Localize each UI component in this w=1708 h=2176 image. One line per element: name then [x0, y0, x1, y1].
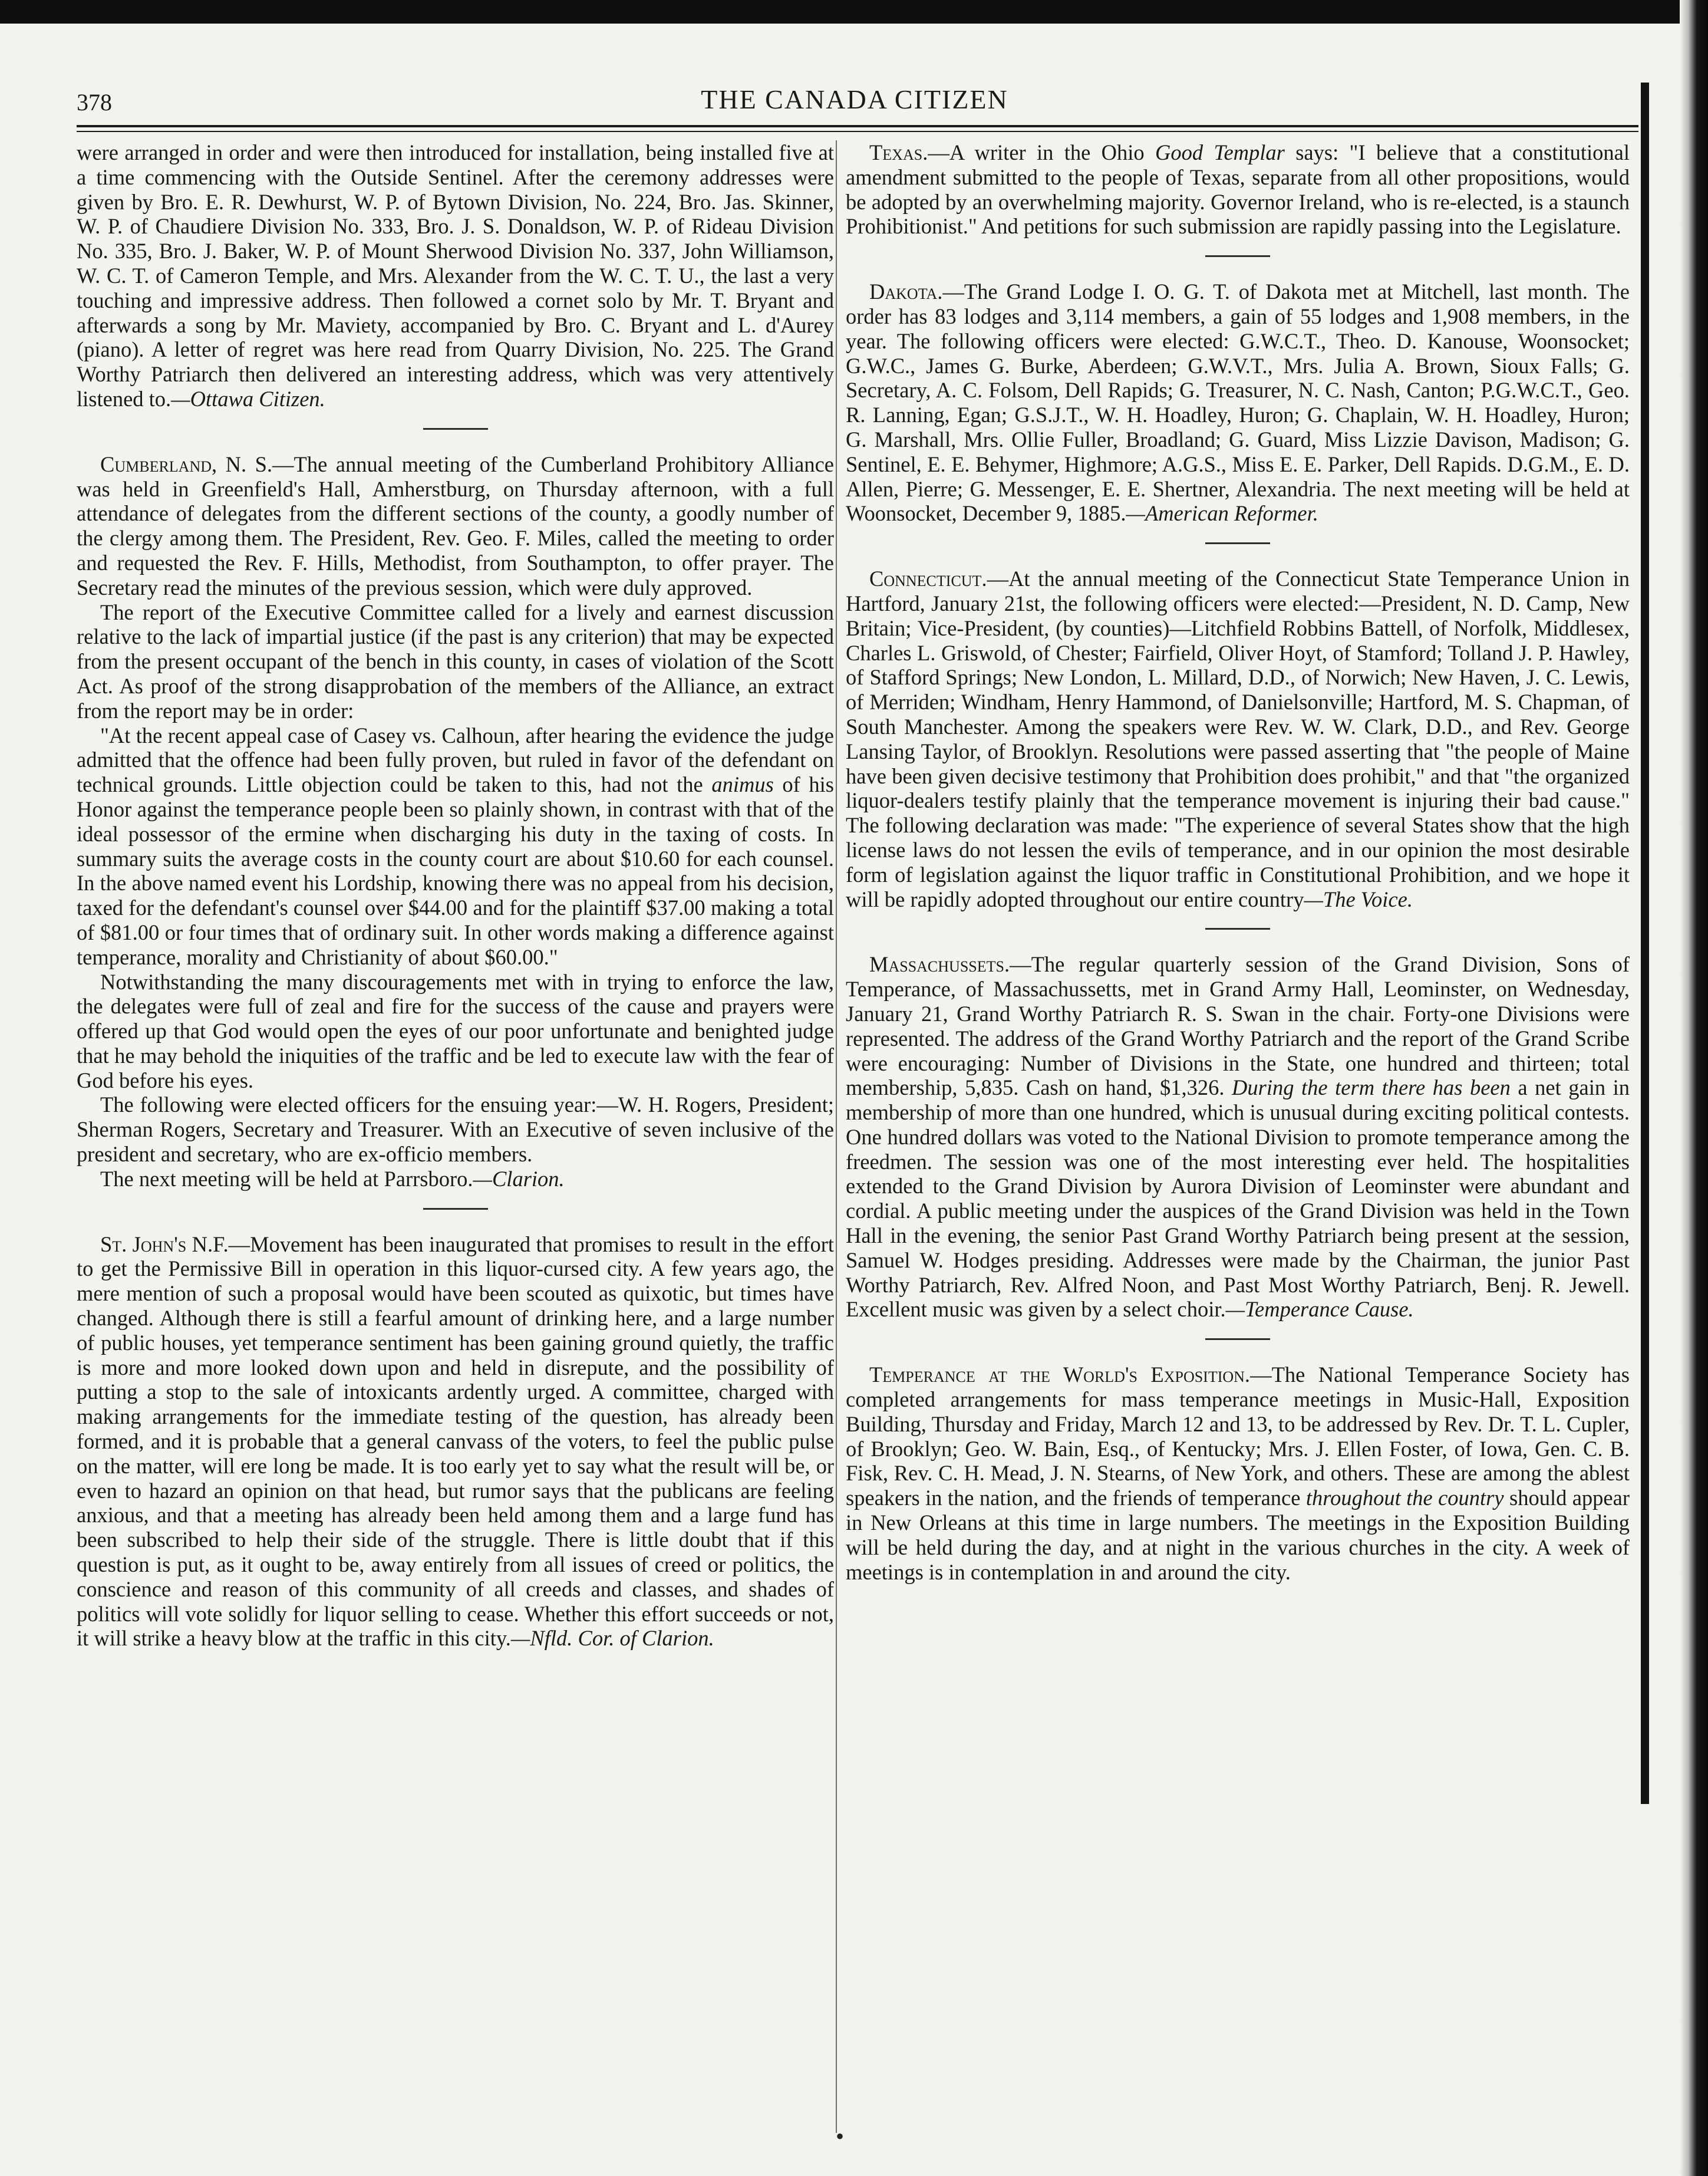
article-dakota	[846, 279, 1630, 526]
article-source: —Nfld. Cor. of Clarion.	[510, 1626, 714, 1651]
article-text: —A writer in the Ohio	[928, 140, 1156, 164]
article-separator	[423, 428, 488, 430]
article-cumberland	[77, 452, 834, 600]
article-paragraph: The report of the Executive Committee called for a lively and earnest discussion relative to the lack of impartial justice (if the past is any criterion) that may be expected from the present occupant of the bench in this county, in cases of violation of the Scott Act. As proof of the strong disapprobation of the members of the Alliance, an extract from the report may be in order:	[77, 600, 834, 723]
article-massachussets	[846, 952, 1630, 1322]
article-lead: Dakota.	[869, 279, 943, 304]
article-paragraph: Notwithstanding the many discouragements met with in trying to enforce the law, the delegates were full of zeal and fire for the success of the cause and prayers were offered up that God would open the eyes of our poor unfortunate and benighted judge that he may behold the iniquities of the traffic and be led to execute law with the fear of God before his eyes.	[77, 969, 834, 1092]
article-source: —The Voice.	[1304, 887, 1413, 911]
article-italic: Good Templar	[1155, 140, 1285, 164]
running-title: THE CANADA CITIZEN	[701, 84, 1008, 114]
article-ottawa	[77, 140, 834, 412]
article-text: —The regular quarterly session of the Grand Division, Sons of Temperance, of Massachussetts, met in Grand Army Hall, Leominster, on Wednesday, January 21, Grand Worthy Patriarch R. S. Swan in the chair. Forty-one Divisions were represented. The address of the Grand Worthy Patriarch and the report of the Grand Scribe were encouraging: Number of Divisions in the State, one hundred and thirteen; total membership, 5,835. Cash on hand, $1,326.	[846, 952, 1630, 1100]
article-source: —Temperance Cause.	[1225, 1297, 1414, 1322]
article-source: —American Reformer.	[1126, 501, 1318, 526]
scan-binding-line	[1641, 83, 1649, 1804]
column-divider	[836, 140, 837, 2133]
article-lead: Temperance at the World's Exposition.	[869, 1362, 1251, 1387]
article-separator	[1205, 255, 1270, 257]
article-text: —The Grand Lodge I. O. G. T. of Dakota met at Mitchell, last month. The order has 83 lodges and 3,114 members, a gain of 55 lodges and 1,908 members, in the year. The following officers were elected: G.W.C.T., Theo. D. Kanouse, Woonsocket; G.W.C., James G. Burke, Aberdeen; G.W.V.T., Mrs. Julia A. Brown, Sioux Falls; G. Secretary, A. C. Folsom, Dell Rapids; G. Treasurer, N. C. Nash, Canton; P.G.W.C.T., Geo. R. Lanning, Egan; G.S.J.T., W. H. Hoadley, Huron; G. Chaplain, W. H. Hoadley, Huron; G. Marshall, Mrs. Ollie Fuller, Broadland; G. Guard, Miss Lizzie Davison, Madison; G. Sentinel, E. E. Behymer, Highmore; A.G.S., Miss E. E. Parker, Dell Rapids. D.G.M., E. D. Allen, Pierre; G. Messenger, E. E. Shertner, Alexandria. The next meeting will be held at Woonsocket, December 9, 1885.	[846, 279, 1630, 526]
article-lead: St. John's N.F.	[100, 1232, 229, 1256]
article-text: of his Honor against the temperance people been so plainly shown, in contrast with that of the ideal possessor of the ermine when discharging his duty in the taxing of costs. In summary suits the average costs in the county court are about $10.60 for each counsel. In the above named event his Lordship, knowing there was no appeal from his decision, taxed for the defendant's counsel over $44.00 and for the plaintiff $37.00 making a total of $81.00 or four times that of ordinary suit. In other words making a difference against temperance, morality and Christianity of about $60.00."	[77, 772, 834, 969]
article-connecticut	[846, 567, 1630, 911]
article-italic: During the term there has been	[1232, 1075, 1511, 1100]
article-paragraph	[77, 723, 834, 970]
article-source: —Ottawa Citizen.	[171, 386, 325, 411]
article-text: a net gain in membership of more than one hundred, which is unusual during exciting political contests. One hundred dollars was voted to the National Division to promote temperance among the freedmen. The session was one of the most interesting ever held. The hospitalities extended to the Grand Division by Aurora Division of Leominster were abundant and cordial. A public meeting under the auspices of the Grand Division was held in the Town Hall in the evening, the senior Past Grand Worthy Patriarch being present at the session, Samuel W. Hodges presiding. Addresses were made by the Chairman, the junior Past Worthy Patriarch, Rev. Alfred Noon, and Past Most Worthy Patriarch, Benj. R. Jewell. Excellent music was given by a select choir.	[846, 1075, 1630, 1322]
right-column	[846, 140, 1630, 2145]
left-column	[77, 140, 834, 2145]
scan-speck: •	[836, 2123, 845, 2149]
article-separator	[423, 1208, 488, 1210]
article-italic: throughout the country	[1305, 1486, 1504, 1510]
article-text: The next meeting will be held at Parrsboro.	[100, 1166, 473, 1191]
page-number: 378	[77, 89, 112, 116]
article-lead: Massachussets.	[869, 952, 1010, 977]
article-paragraph	[77, 1167, 834, 1191]
article-source: —Clarion.	[473, 1166, 565, 1191]
header-rule-thin	[77, 131, 1638, 132]
header-rule	[77, 125, 1638, 127]
article-italic: animus	[711, 772, 774, 797]
article-text: —Movement has been inaugurated that promises to result in the effort to get the Permissive Bill in operation in this liquor-cursed city. A few years ago, the mere mention of such a proposal would have been scouted as quixotic, but times have changed. Although there is still a fearful amount of drinking here, and a large number of public houses, yet temperance sentiment has been gaining ground quietly, the traffic is more and more looked down upon and held in disrepute, and the possibility of putting a stop to the sale of intoxicants ardently urged. A committee, charged with making arrangements for the immediate testing of the question, has already been formed, and it is probable that a general canvass of the voters, to feel the public pulse on the matter, will ere long be made. It is too early yet to say what the result will be, or even to hazard an opinion on that head, but rumor says that the publicans are feeling anxious, and that a meeting has already been held among them and a large fund has been subscribed to help their side of the struggle. There is little doubt that if this question is put, as it ought to be, away entirely from all issues of creed or politics, the conscience and reason of this community of all creeds and classes, and shades of politics will vote solidly for liquor selling to cease. Whether this effort succeeds or not, it will strike a heavy blow at the traffic in this city.	[77, 1232, 834, 1651]
article-texas	[846, 140, 1630, 239]
article-text: —The National Temperance Society has completed arrangements for mass temperance meetings in Music-Hall, Exposition Building, Thursday and Friday, March 12 and 13, to be addressed by Rev. Dr. T. L. Cupler, of Brooklyn; Geo. W. Bain, Esq., of Kentucky; Mrs. J. Ellen Foster, of Iowa, Gen. C. B. Fisk, Rev. C. H. Mead, J. N. Stearns, of New York, and others. These are among the ablest speakers in the nation, and the friends of temperance	[846, 1362, 1630, 1510]
article-text: should appear in New Orleans at this time in large numbers. The meetings in the Exposition Building will be held during the day, and at night in the various churches in the city. A week of meetings is in contemplation in and around the city.	[846, 1486, 1630, 1584]
article-text: —The annual meeting of the Cumberland Prohibitory Alliance was held in Greenfield's Hall, Amherstburg, on Thursday afternoon, with a full attendance of delegates from the different sections of the county, a goodly number of the clergy among them. The President, Rev. Geo. F. Miles, called the meeting to order and requested the Rev. F. Hills, Methodist, from Southampton, to offer prayer. The Secretary read the minutes of the previous session, which were duly approved.	[77, 452, 834, 600]
scan-top-border	[0, 0, 1708, 24]
article-paragraph: The following were elected officers for the ensuing year:—W. H. Rogers, President; Sherman Rogers, Secretary and Treasurer. With an Executive of seven inclusive of the president and secretary, who are ex-officio members.	[77, 1092, 834, 1167]
article-separator	[1205, 928, 1270, 930]
article-exposition	[846, 1362, 1630, 1584]
article-separator	[1205, 1338, 1270, 1340]
article-text: —At the annual meeting of the Connecticut State Temperance Union in Hartford, January 21st, the following officers were elected:—President, N. D. Camp, New Britain; Vice-President, (by counties)—Litchfield Robbins Battell, of Norfolk, Middlesex, Charles L. Griswold, of Chester; Fairfield, Oliver Hoyt, of Stamford; Tolland J. P. Hawley, of Stafford Springs; New London, L. Millard, D.D., of Norwich; New Haven, J. C. Lewis, of Merriden; Windham, Henry Hammond, of Danielsonville; Hartford, M. S. Chapman, of South Manchester. Among the speakers were Rev. W. W. Clark, D.D., and Rev. George Lansing Taylor, of Brooklyn. Resolutions were passed asserting that "the people of Maine have been given decisive testimony that Prohibition does prohibit," and that "the organized liquor-dealers testify plainly that the temperance movement is injuring their bad cause." The following declaration was made: "The experience of several States show that the high license laws do not lessen the evils of temperance, and in our opinion the most desirable form of legislation against the liquor traffic in Constitutional Prohibition, and we hope it will be rapidly adopted throughout our entire country	[846, 567, 1630, 911]
article-lead: Cumberland, N. S.	[100, 452, 273, 476]
scan-right-edge	[1680, 0, 1708, 2176]
article-lead: Connecticut.	[869, 567, 987, 591]
article-text: "At the recent appeal case of Casey vs. Calhoun, after hearing the evidence the judge admitted that the offence had been fully proven, but ruled in favor of the defendant on technical grounds. Little objection could be taken to this, had not the	[77, 723, 834, 797]
article-separator	[1205, 542, 1270, 544]
article-lead: Texas.	[869, 140, 928, 164]
article-text: says: "I believe that a constitutional amendment submitted to the people of Texas, separate from all other propositions, would be adopted by an overwhelming majority. Governor Ireland, who is re-elected, is a staunch Prohibitionist." And petitions for such submission are rapidly passing into the Legislature.	[846, 140, 1630, 239]
article-text: were arranged in order and were then introduced for installation, being installed five at a time commencing with the Outside Sentinel. After the ceremony addresses were given by Bro. E. R. Dewhurst, W. P. of Bytown Division, No. 224, Bro. Jas. Skinner, W. P. of Chaudiere Division No. 333, Bro. J. S. Donaldson, W. P. of Rideau Division No. 335, Bro. J. Baker, W. P. of Mount Sherwood Division No. 337, John Williamson, W. C. T. of Cameron Temple, and Mrs. Alexander from the W. C. T. U., the last a very touching and impressive address. Then followed a cornet solo by Mr. T. Bryant and afterwards a song by Mr. Maviety, accompanied by Bro. C. Bryant and L. d'Aurey (piano). A letter of regret was here read from Quarry Division, No. 225. The Grand Worthy Patriarch then delivered an interesting address, which was very attentively listened to.	[77, 140, 834, 411]
article-st-johns	[77, 1232, 834, 1651]
